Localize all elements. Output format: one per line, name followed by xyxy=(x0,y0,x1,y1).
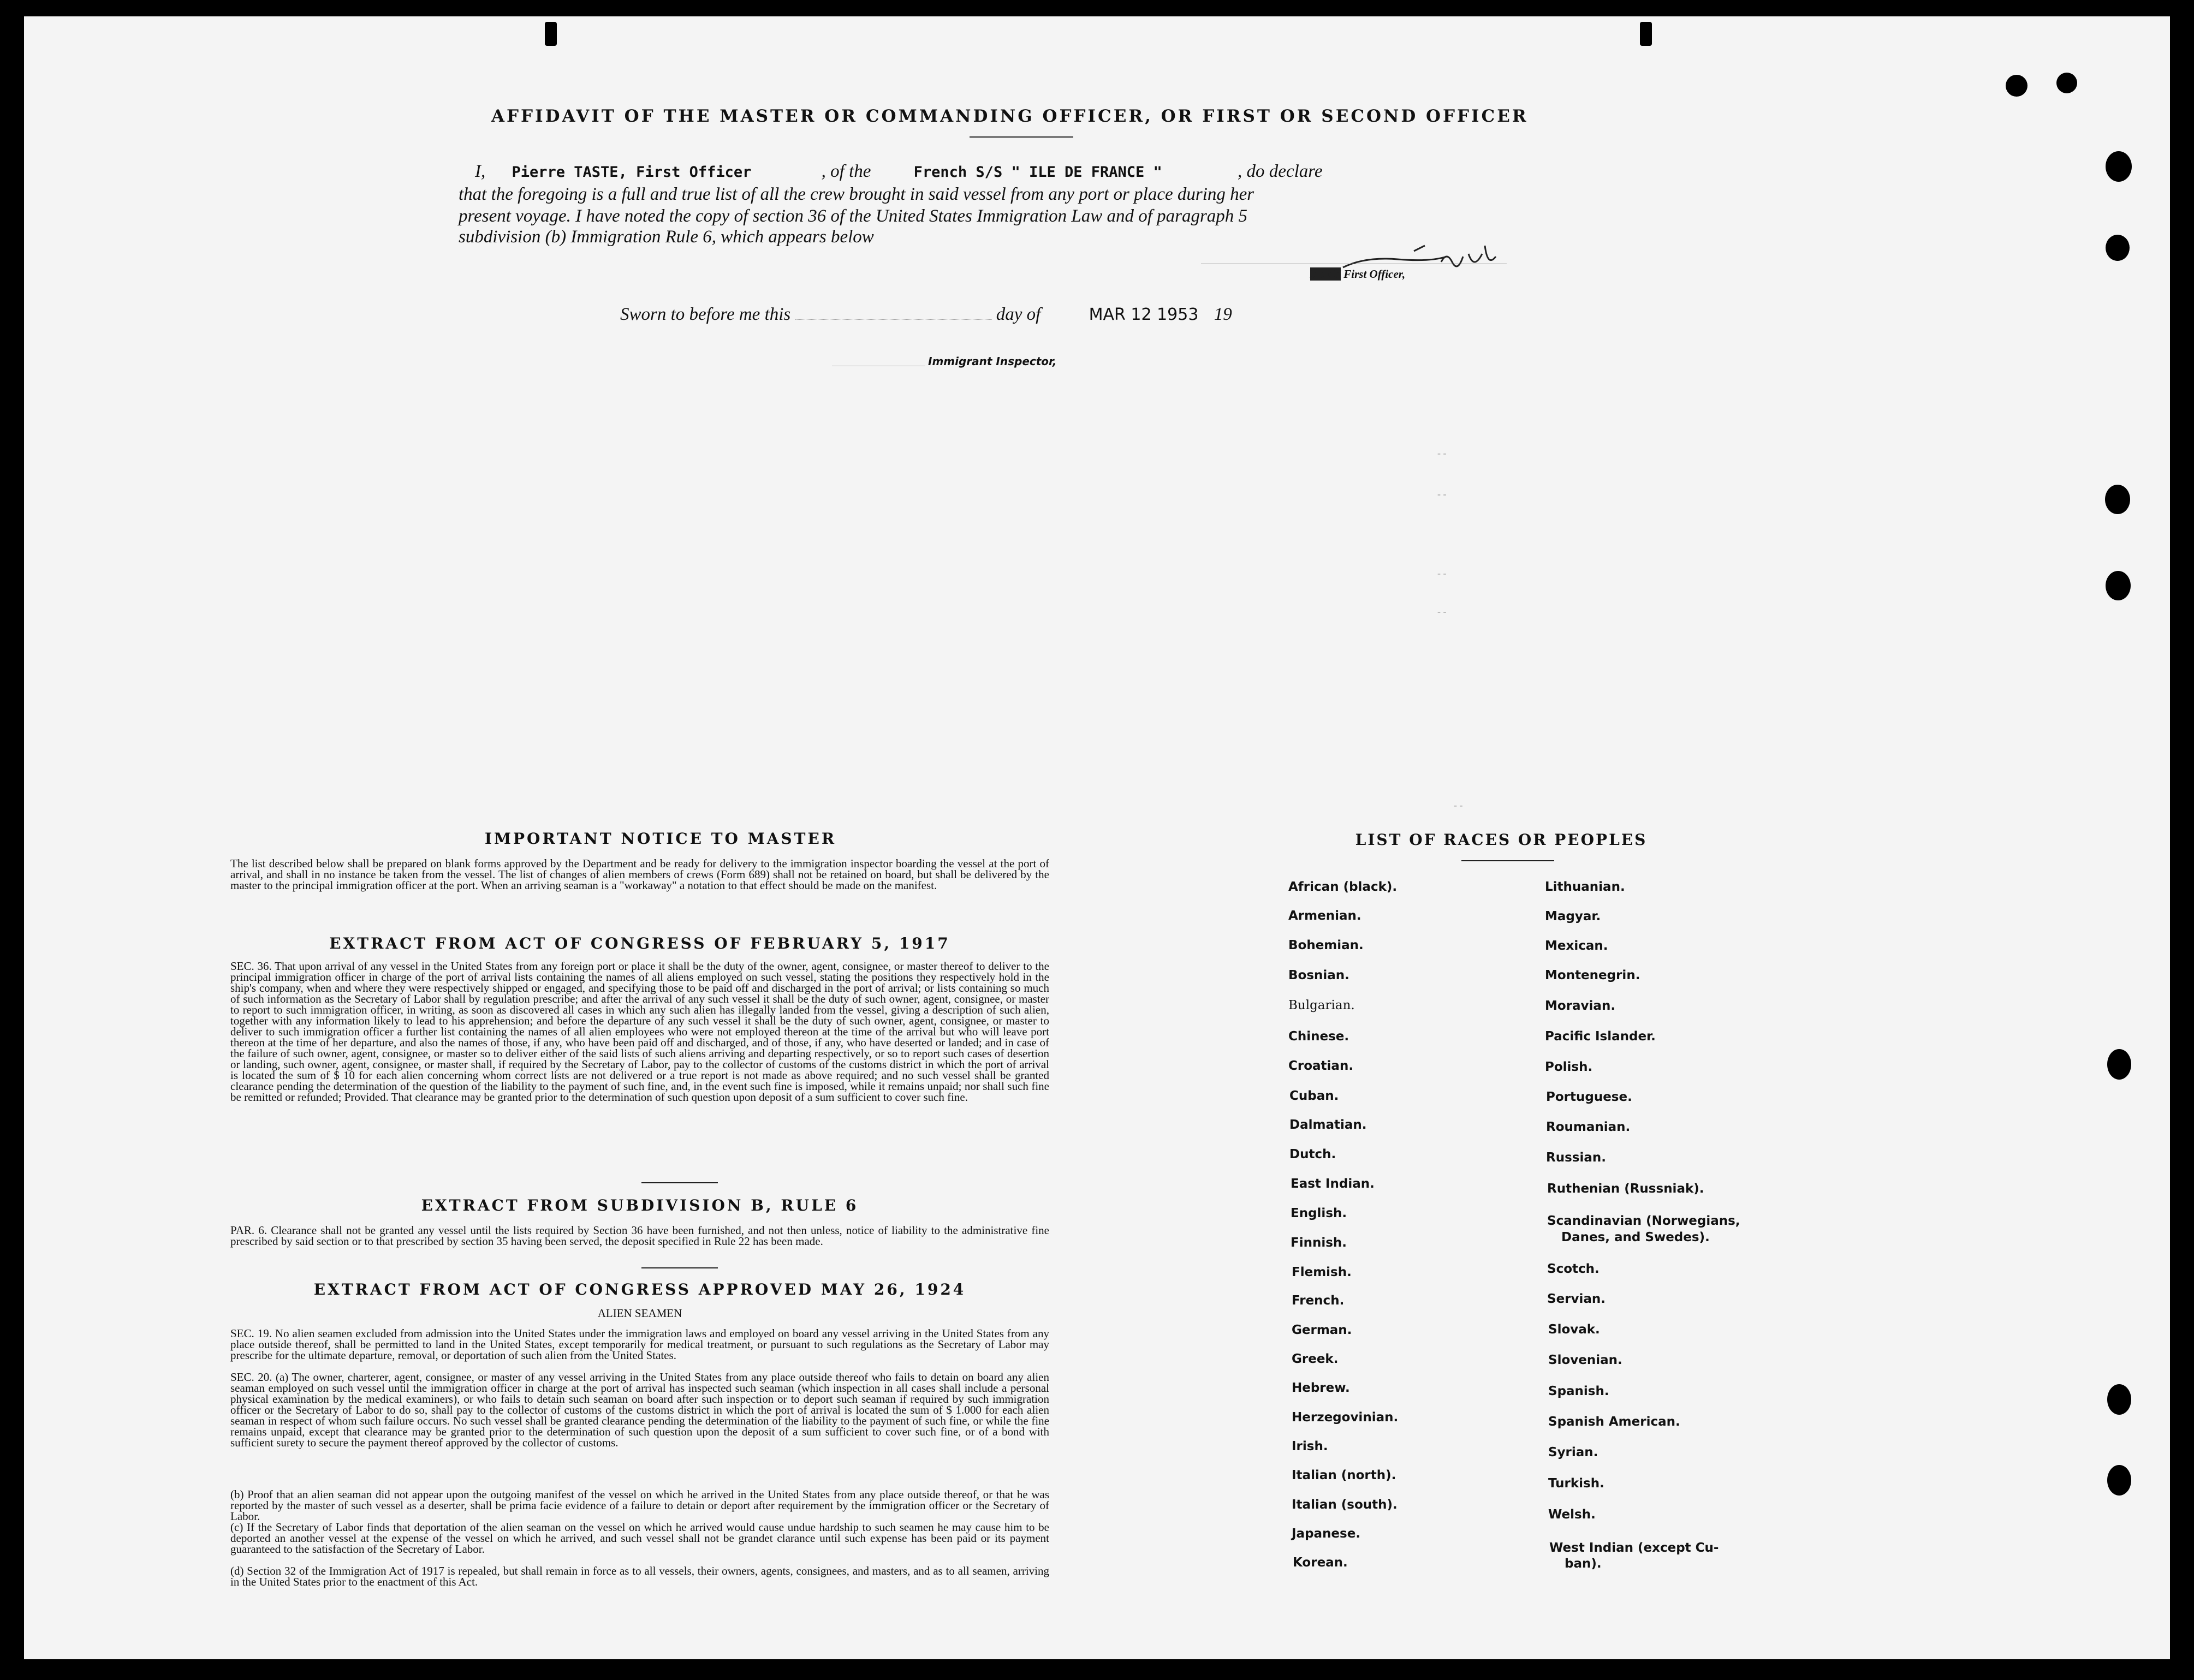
race-right: Russian. xyxy=(1546,1151,1606,1165)
day-of-label: day of xyxy=(996,305,1041,324)
race-right: Moravian. xyxy=(1545,999,1616,1013)
race-right: Slovenian. xyxy=(1548,1353,1622,1367)
punch-hole xyxy=(2106,235,2130,261)
of-the-label: , of the xyxy=(821,162,871,181)
affidavit-line-2: that the foregoing is a full and true list of all the crew brought in said vessel from any port or place during her xyxy=(459,184,1254,204)
race-left: Herzegovinian. xyxy=(1292,1410,1399,1425)
sec19-text: SEC. 19. No alien seamen excluded from admission into the United States under the immigration laws and employed on board any vessel arriving in the United States from any place outside thereof, shall be permitted to land in the United States, except temporarily for medical treatment, or pursuant to such regulations as the Secretary of Labor may prescribe for the ultimate departure, removal, or deportation of such alien from the United States. xyxy=(230,1327,1049,1362)
vessel-name: French S/S " ILE DE FRANCE " xyxy=(913,164,1162,181)
race-right: Magyar. xyxy=(1545,909,1601,924)
form-mark: - - xyxy=(1437,488,1447,499)
race-left: Hebrew. xyxy=(1292,1381,1350,1395)
date-stamp: MAR 12 1953 xyxy=(1089,305,1199,324)
extract-1924-subheading: ALIEN SEAMEN xyxy=(597,1307,682,1320)
affidavit-line-3: present voyage. I have noted the copy of section 36 of the United States Immigration Law and of paragraph 5 xyxy=(459,206,1248,226)
sworn-line xyxy=(620,303,1232,326)
race-right: Polish. xyxy=(1545,1060,1593,1074)
race-right: ban). xyxy=(1565,1557,1602,1571)
form-mark: - - xyxy=(1454,800,1463,811)
race-right: Scandinavian (Norwegians, xyxy=(1547,1214,1740,1228)
inspector-label: Immigrant Inspector, xyxy=(928,355,1057,368)
year-prefix: 19 xyxy=(1214,305,1232,324)
affidavit-line-1 xyxy=(475,160,1323,183)
punch-hole xyxy=(2107,1384,2131,1415)
extract-1924-heading: EXTRACT FROM ACT OF CONGRESS APPROVED MAY 26, 1924 xyxy=(313,1280,966,1298)
race-left: German. xyxy=(1292,1323,1352,1337)
notice-heading: IMPORTANT NOTICE TO MASTER xyxy=(484,830,837,848)
punch-hole xyxy=(2106,571,2131,600)
race-right: Turkish. xyxy=(1548,1476,1604,1491)
race-right: Mexican. xyxy=(1545,939,1608,953)
punch-hole xyxy=(2106,151,2132,182)
race-left: Italian (south). xyxy=(1292,1498,1398,1512)
race-right: Syrian. xyxy=(1548,1445,1598,1459)
punch-hole xyxy=(2105,485,2130,514)
race-right: Servian. xyxy=(1547,1292,1606,1306)
punch-hole xyxy=(2056,73,2077,93)
race-left: Korean. xyxy=(1293,1556,1348,1570)
race-left: Armenian. xyxy=(1288,909,1361,923)
punch-hole xyxy=(545,22,557,46)
sec20b-text: (b) Proof that an alien seaman did not appear upon the outgoing manifest of the vessel on which he arrived in the United States from any place outside thereof, or that he was reported by the master of such vessel as a deserter, shall be prima facie evidence of a failure to detain or deport after requirement by the immigration officer or the Secretary of Labor. xyxy=(230,1488,1049,1523)
race-left: Bosnian. xyxy=(1288,968,1349,982)
notice-text: The list described below shall be prepared on blank forms approved by the Department and be ready for delivery to the immigration inspector boarding the vessel at the port of arrival, and shall in no instance be taken from the vessel. The list of changes of alien members of crews (Form 689) shall not be retained on board, but shall be delivered by the master to the principal immigration officer at the port. When an arriving seaman is a "workaway" a notation to that effect should be made on the manifest. xyxy=(230,857,1049,892)
punch-hole xyxy=(2006,75,2027,97)
race-right: Portuguese. xyxy=(1546,1090,1632,1104)
race-left: Flemish. xyxy=(1292,1265,1352,1279)
race-left: English. xyxy=(1291,1206,1347,1220)
race-right: Ruthenian (Russniak). xyxy=(1547,1182,1704,1196)
race-right: Spanish American. xyxy=(1548,1415,1680,1429)
sworn-prefix: Sworn to before me this xyxy=(620,305,791,324)
race-left: East Indian. xyxy=(1291,1177,1375,1191)
race-left: Japanese. xyxy=(1292,1527,1361,1541)
race-right: Slovak. xyxy=(1548,1322,1600,1337)
extract-1917-text: SEC. 36. That upon arrival of any vessel in the United States from any foreign port or place it shall be the duty of the owner, agent, consignee, or master thereof to deliver to the principal immigration officer in charge of the port of arrival lists containing the names of all aliens employed on such vessel, stating the positions they respectively hold in the ship's company, when and where they were respectively shipped or engaged, and specifying those to be paid off and discharged in the port of arrival; or lists containing so much of such information as the Secretary of Labor shall by regulation prescribe; and after the arrival of any such vessel it shall be the duty of such owner, agent, consignee, or master to report to such immigration officer, in writing, as soon as discovered all cases in which any such alien has illegally landed from the vessel, giving a description of such alien, together with any information likely to lead to his apprehension; and before the departure of any such vessel it shall be the duty of such owner, agent, consignee, or master to deliver to such immigration officer a further list containing the names of all alien employees who were not employed thereon at the time of the arrival but who will leave port thereon at the time of her departure, and also the names of those, if any, who have been paid off and discharged, and of those, if any, who have deserted or landed; and in case of the failure of such owner, agent, consignee, or master so to deliver either of the said lists of such aliens arriving and departing respectively, or so to report such cases of desertion or landing, such owner, agent, consignee, or master shall, if required by the Secretary of Labor, pay to the collector of customs of the customs district in which the port of arrival is located the sum of $ 10 for each alien concerning whom correct lists are not delivered or a true report is not made as above required; and no such vessel shall be granted clearance pending the determination of the question of the liability to the payment of such fine, and, in the event such fine is imposed, while it remains unpaid; nor shall such fine be remitted or refunded; Provided. That clearance may be granted prior to the determination of such question upon deposit of a sum sufficient to cover such fine. xyxy=(230,960,1049,1104)
race-right: Welsh. xyxy=(1548,1508,1596,1522)
divider xyxy=(641,1267,718,1268)
divider xyxy=(641,1182,718,1183)
race-left: Italian (north). xyxy=(1292,1468,1396,1482)
sec20a-text: SEC. 20. (a) The owner, charterer, agent, consignee, or master of any vessel arriving in the United States from any place outside thereof who fails to detain on board any alien seaman employed on such vessel until the immigration officer in charge at the port of arrival has inspected such seaman (which inspection in all cases shall include a personal physical examination by the medical examiners), or who fails to detain such seaman on board after such inspection or to deport such seaman if required by such immigration officer or the Secretary of Labor to do so, shall pay to the collector of customs of the customs district in which the port of arrival is located the sum of $ 1.000 for each alien seaman in respect of whom such failure occurs. No such vessel shall be granted clearance pending the determination of the liability to the payment of such fine, or while the fine remains unpaid, except that clearance may be granted prior to the determination of such question upon the deposit of a sum sufficient to cover such fine, or of a bond with sufficient surety to secure the payment thereof approved by the collector of customs. xyxy=(230,1371,1049,1449)
punch-hole xyxy=(1640,22,1652,46)
affidavit-title: AFFIDAVIT OF THE MASTER OR COMMANDING OFFICER, OR FIRST OR SECOND OFFICER xyxy=(491,106,1529,126)
race-left: Bulgarian. xyxy=(1288,998,1355,1012)
race-right: Lithuanian. xyxy=(1545,880,1625,894)
declare-label: , do declare xyxy=(1238,162,1323,181)
sec20d-text: (d) Section 32 of the Immigration Act of 1917 is repealed, but shall remain in force as to all vessels, their owners, agents, consignees, and masters, and as to all seamen, arriving in the United States prior to the enactment of this Act. xyxy=(230,1564,1049,1588)
officer-name: Pierre TASTE, First Officer xyxy=(512,164,752,181)
race-right: Montenegrin. xyxy=(1545,968,1640,982)
form-mark: - - xyxy=(1437,568,1447,579)
extract-rule6-text: PAR. 6. Clearance shall not be granted any vessel until the lists required by Section 36 have been furnished, and not then unless, notice of liability to the administrative fine prescribed by said section or to that prescribed by section 35 having been served, the deposit specified in Rule 22 has been made. xyxy=(230,1224,1049,1248)
punch-hole xyxy=(2107,1465,2131,1496)
signature-caption: XXXX First Officer, xyxy=(1310,267,1406,281)
extract-1917-heading: EXTRACT FROM ACT OF CONGRESS OF FEBRUARY 5, 1917 xyxy=(329,934,950,952)
race-left: Dutch. xyxy=(1289,1147,1336,1161)
extract-rule6-heading: EXTRACT FROM SUBDIVISION B, RULE 6 xyxy=(421,1196,859,1214)
race-left: Finnish. xyxy=(1291,1236,1347,1250)
race-right: Spanish. xyxy=(1548,1384,1609,1398)
form-mark: - - xyxy=(1437,606,1447,617)
race-right: West Indian (except Cu- xyxy=(1549,1541,1719,1555)
races-underline xyxy=(1461,860,1554,861)
form-mark: - - xyxy=(1437,448,1447,458)
race-left: Bohemian. xyxy=(1288,938,1364,952)
race-left: Greek. xyxy=(1292,1352,1339,1366)
race-right: Pacific Islander. xyxy=(1545,1029,1656,1044)
races-heading: LIST OF RACES OR PEOPLES xyxy=(1355,831,1648,849)
i-label: I, xyxy=(475,162,486,181)
race-left: Chinese. xyxy=(1288,1029,1349,1044)
race-right: Danes, and Swedes). xyxy=(1561,1230,1710,1244)
race-left: French. xyxy=(1292,1294,1345,1308)
race-right: Scotch. xyxy=(1547,1262,1600,1276)
race-right: Roumanian. xyxy=(1546,1120,1631,1134)
race-left: Cuban. xyxy=(1289,1089,1339,1103)
affidavit-line-4: subdivision (b) Immigration Rule 6, which appears below xyxy=(459,227,874,247)
sec20c-text: (c) If the Secretary of Labor finds that deportation of the alien seaman on the vessel on which he arrived would cause undue hardship to such seamen he may cause him to be deported an another vessel at the expense of the vessel on which he arrived, and such vessel shall not be grandet clarance until such expense has been paid or its payment guaranteed to the satisfaction of the Secretary of Labor. xyxy=(230,1521,1049,1556)
race-left: African (black). xyxy=(1288,880,1398,894)
punch-hole xyxy=(2107,1049,2131,1080)
title-underline xyxy=(970,136,1073,138)
race-left: Croatian. xyxy=(1288,1059,1354,1073)
race-left: Dalmatian. xyxy=(1289,1118,1367,1132)
race-left: Irish. xyxy=(1292,1439,1328,1453)
